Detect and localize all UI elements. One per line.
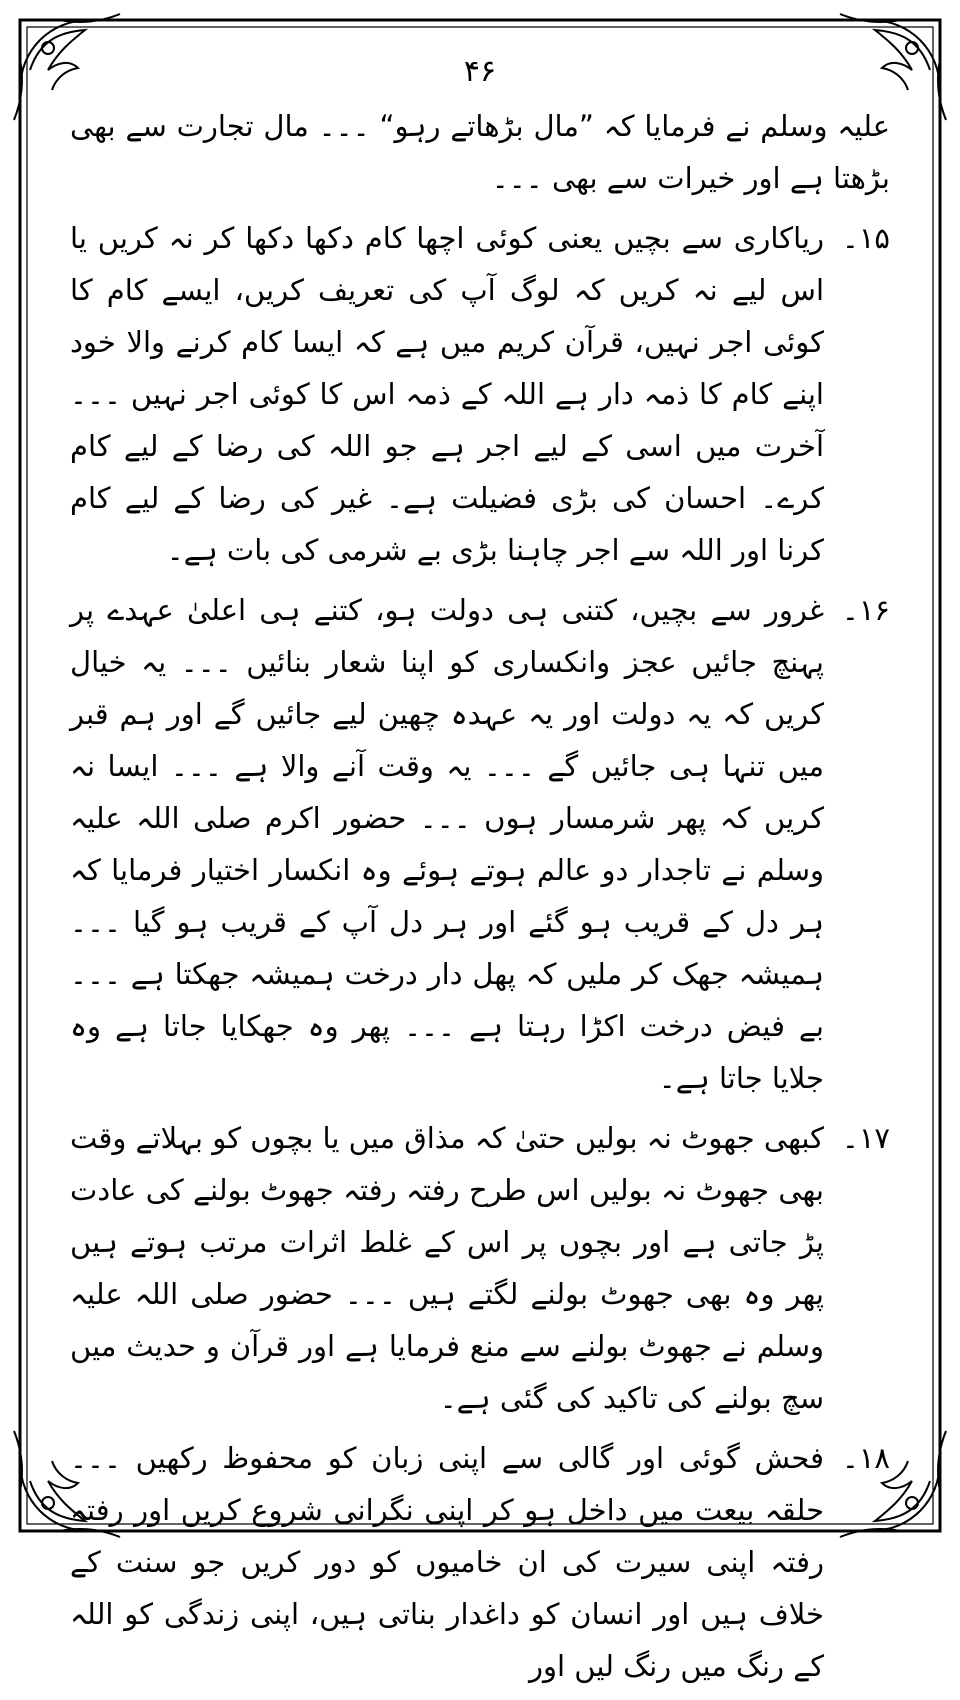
item-number: ۱۷۔ <box>841 1121 890 1155</box>
item-text: غرور سے بچیں، کتنی ہی دولت ہو، کتنے ہی اعلیٰ عہدے پر پہنچ جائیں عجز وانکساری کو اپنا شعار بنائیں ۔۔۔ یہ خیال کریں کہ یہ دولت اور یہ عہدہ چھین لیے جائیں گے اور ہم قبر میں تنہا ہی جائیں گے ۔۔۔ یہ وقت آنے والا ہے ۔۔۔ ایسا نہ کریں کہ پھر شرمسار ہوں ۔۔۔ حضور اکرم صلی اللہ علیہ وسلم نے تاجدار دو عالم ہوتے ہوئے وہ انکسار اختیار فرمایا کہ ہر دل کے قریب ہو گئے اور ہر دل آپ کے قریب ہو گیا ۔۔۔ ہمیشہ جھک کر ملیں کہ پھل دار درخت ہمیشہ جھکتا ہے ۔۔۔ بے فیض درخت اکڑا رہتا ہے ۔۔۔ پھر وہ جھکایا جاتا ہے وہ جلایا جاتا ہے۔ <box>70 593 824 1095</box>
page-number: ۴۶ <box>463 54 497 89</box>
item-text: کبھی جھوٹ نہ بولیں حتیٰ کہ مذاق میں یا بچوں کو بہلاتے وقت بھی جھوٹ نہ بولیں اس طرح رفتہ رفتہ جھوٹ بولنے کی عادت پڑ جاتی ہے اور بچوں پر اس کے غلط اثرات مرتب ہوتے ہیں پھر وہ بھی جھوٹ بولنے لگتے ہیں ۔۔۔ حضور صلی اللہ علیہ وسلم نے جھوٹ بولنے سے منع فرمایا ہے اور قرآن و حدیث میں سچ بولنے کی تاکید کی گئی ہے۔ <box>70 1121 824 1415</box>
page-body <box>70 100 890 1700</box>
list-item-17 <box>70 1112 890 1424</box>
list-item-15 <box>70 212 890 576</box>
list-item-18 <box>70 1432 890 1692</box>
list-item-16 <box>70 584 890 1104</box>
item-text: فحش گوئی اور گالی سے اپنی زبان کو محفوظ رکھیں ۔۔۔ حلقہ بیعت میں داخل ہو کر اپنی نگرانی شروع کریں اور رفتہ رفتہ اپنی سیرت کی ان خامیوں کو دور کریں جو سنت کے خلاف ہیں اور انسان کو داغدار بناتی ہیں، اپنی زندگی کو اللہ کے رنگ میں رنگ لیں اور <box>70 1441 824 1683</box>
intro-paragraph: علیہ وسلم نے فرمایا کہ ”مال بڑھاتے رہو“ ۔۔۔ مال تجارت سے بھی بڑھتا ہے اور خیرات سے بھی ۔۔۔ <box>70 109 890 195</box>
item-number: ۱۵۔ <box>841 221 890 255</box>
item-text: ریاکاری سے بچیں یعنی کوئی اچھا کام دکھا دکھا کر نہ کریں یا اس لیے نہ کریں کہ لوگ آپ کی تعریف کریں، ایسے کام کا کوئی اجر نہیں، قرآن کریم میں ہے کہ ایسا کام کرنے والا خود اپنے کام کا ذمہ دار ہے اللہ کے ذمہ اس کا کوئی اجر نہیں ۔۔۔ آخرت میں اسی کے لیے اجر ہے جو اللہ کی رضا کے لیے کام کرے۔ احسان کی بڑی فضیلت ہے۔ غیر کی رضا کے لیے کام کرنا اور اللہ سے اجر چاہنا بڑی بے شرمی کی بات ہے۔ <box>70 221 824 567</box>
item-number: ۱۶۔ <box>841 593 890 627</box>
item-number: ۱۸۔ <box>841 1441 890 1475</box>
